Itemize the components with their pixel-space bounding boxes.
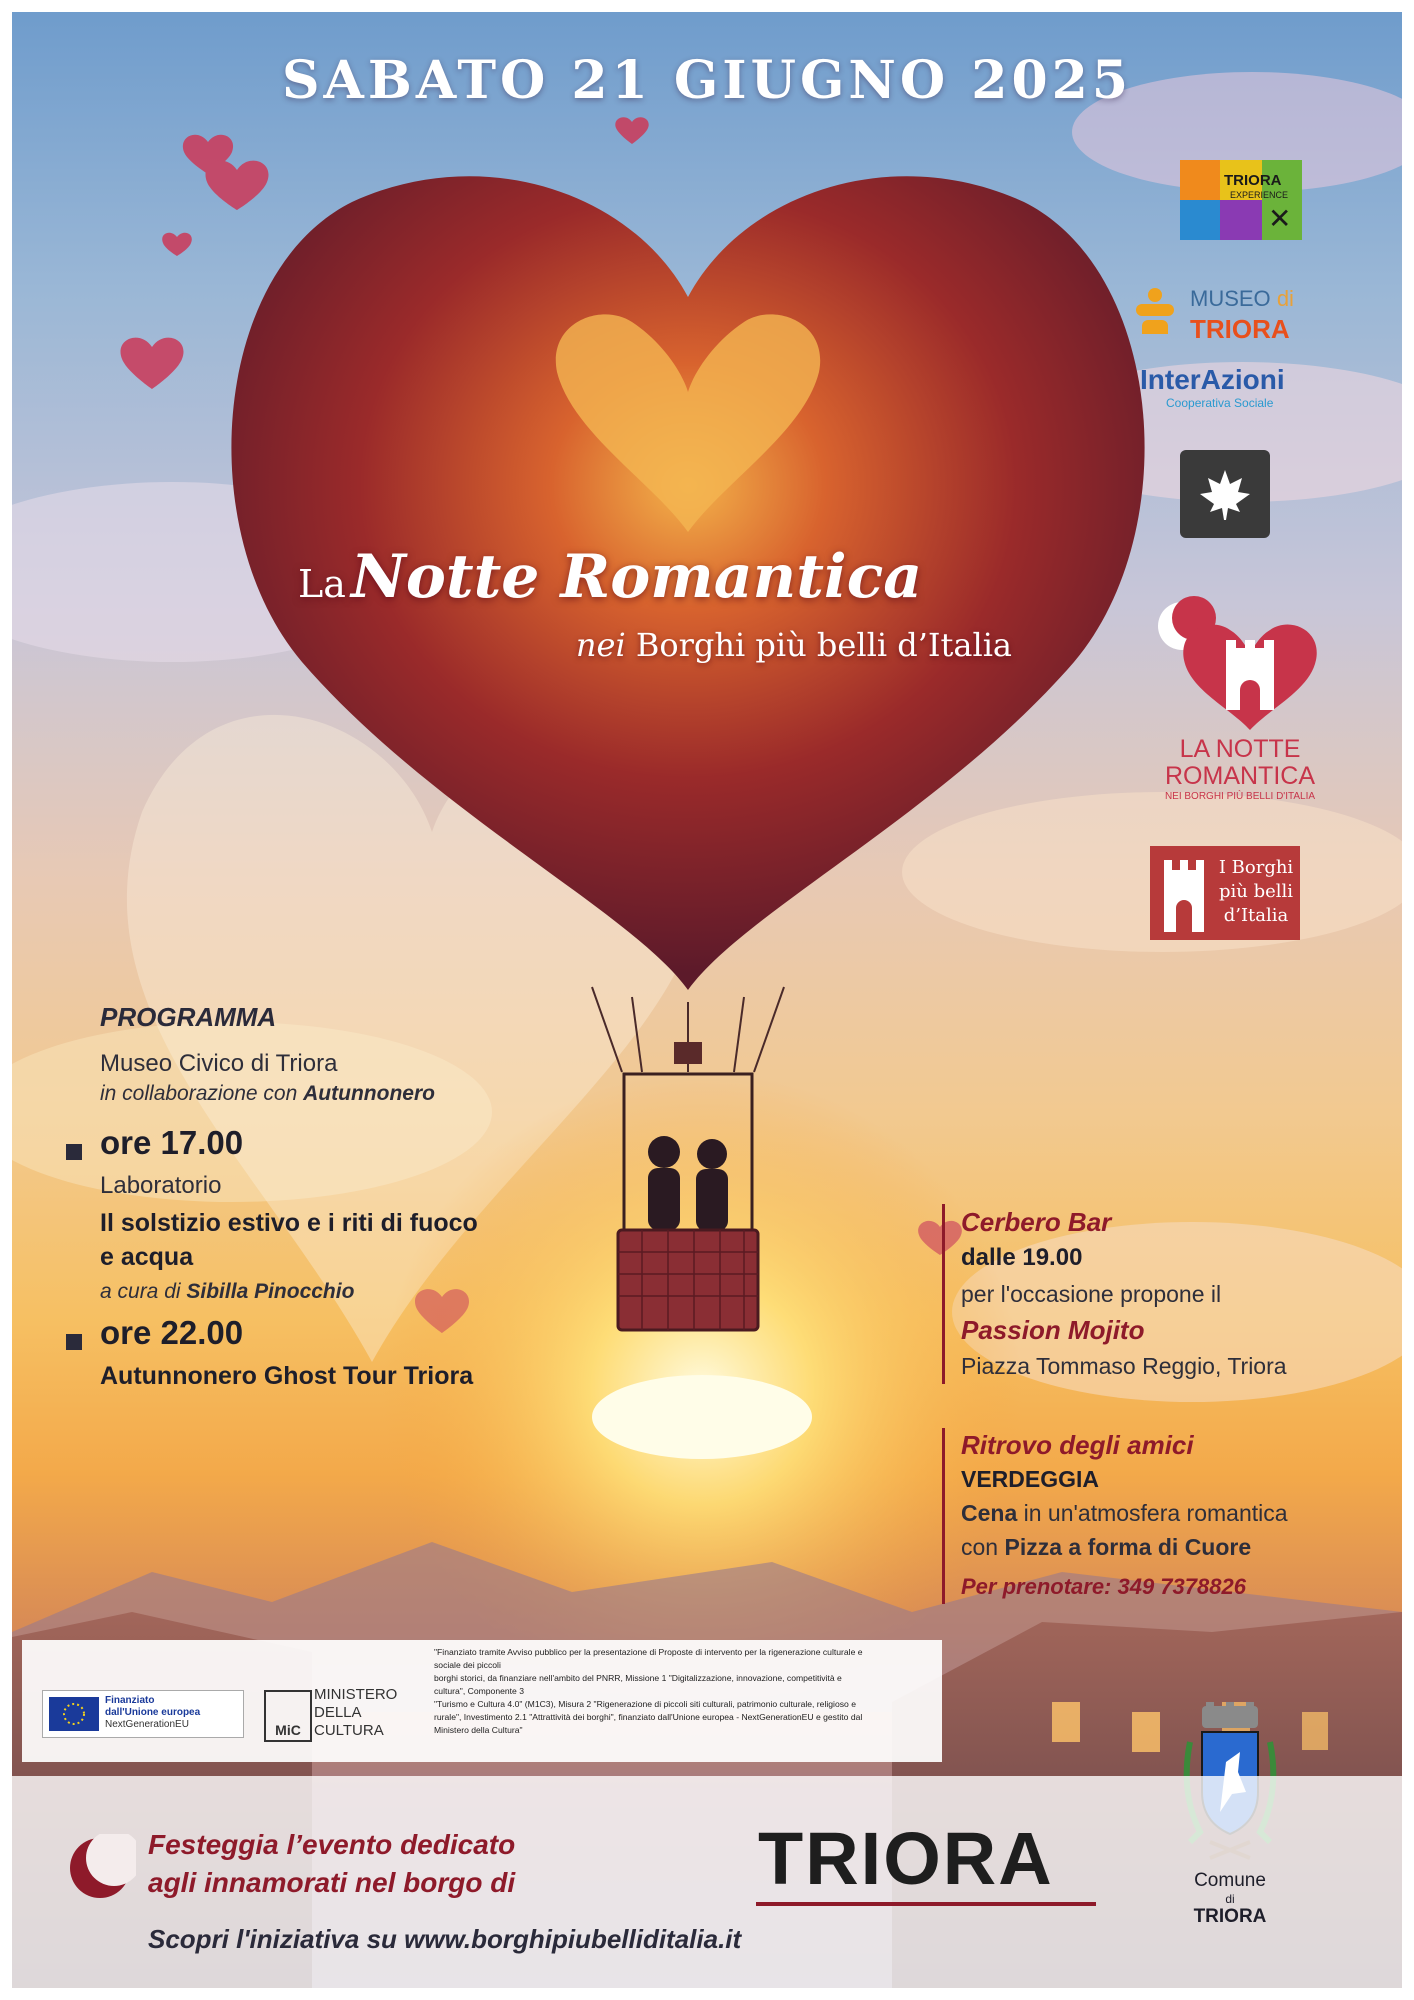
collab-name: Autunnonero (303, 1082, 435, 1105)
ritrovo-line1 (961, 1496, 1381, 1530)
castle-icon (1150, 846, 1214, 940)
notte-romantica-logo (1150, 590, 1330, 810)
footer-band (12, 1776, 1402, 1988)
ritrovo-block (942, 1428, 1381, 1604)
cerbero-bar-block (942, 1204, 1361, 1384)
event-2-title: Autunnonero Ghost Tour Triora (100, 1362, 474, 1390)
heart-castle-icon (1150, 590, 1330, 740)
title-la: La (298, 562, 346, 606)
funding-note-line: "Turismo e Cultura 4.0" (M1C3), Misura 2 "Rigenerazione di piccoli siti culturali, patrimonio culturale, religioso e (434, 1699, 856, 1709)
event-2-time: ore 22.00 (100, 1314, 244, 1351)
ritrovo-booking: Per prenotare: 349 7378826 (961, 1574, 1246, 1599)
interazioni-sub: Cooperativa Sociale (1166, 396, 1274, 410)
footer-tagline (148, 1826, 515, 1902)
funding-note (434, 1646, 934, 1737)
event-1-curator (100, 1280, 354, 1304)
programma-collab (100, 1082, 435, 1106)
comune-line1: Comune (1194, 1870, 1266, 1891)
museo-triora-logo (1132, 280, 1332, 346)
event-1-title (100, 1206, 478, 1274)
ritrovo-name: Ritrovo degli amici (961, 1430, 1194, 1460)
event-1-title-line2: e acqua (100, 1243, 194, 1271)
funding-note-line: "Finanziato tramite Avviso pubblico per la presentazione di Proposte di intervento per la rigenerazione culturale e (434, 1647, 863, 1657)
event-title (298, 542, 1018, 612)
ritrovo-line2-prefix: con (961, 1534, 999, 1560)
eu-line2: dall'Unione europea (105, 1707, 201, 1718)
event-subtitle (372, 626, 1012, 664)
mic-line1: MINISTERO (314, 1686, 398, 1703)
tagline-line2: agli innamorati nel borgo di (148, 1867, 516, 1898)
interazioni-logo (1140, 364, 1330, 410)
museo-figure-icon (1132, 288, 1178, 334)
subtitle-nei: nei (575, 626, 626, 664)
event-1-type: Laboratorio (100, 1172, 222, 1199)
poster-frame (12, 12, 1402, 1988)
town-underline (756, 1902, 1096, 1906)
programma-heading: PROGRAMMA (100, 1002, 277, 1032)
funding-note-line: borghi storici, da finanziare nell'ambito del PNRR, Missione 1 "Digitalizzazione, innovazione, competitività e (434, 1673, 842, 1683)
footer-town: TRIORA (758, 1817, 1054, 1900)
ritrovo-cena: Cena (961, 1500, 1018, 1526)
funding-panel (22, 1640, 942, 1762)
museo-di: di (1276, 286, 1294, 311)
mic-abbr: MiC (264, 1690, 312, 1742)
triora-experience-sub: EXPERIENCE (1230, 190, 1289, 200)
notte-logo-line2: ROMANTICA (1165, 762, 1315, 790)
cerbero-drink: Passion Mojito (961, 1315, 1145, 1345)
ritrovo-line2 (961, 1530, 1381, 1564)
mic-line3: CULTURA (314, 1722, 384, 1739)
discover-prefix: Scopri l'iniziativa su (148, 1924, 397, 1954)
programma-venue: Museo Civico di Triora (100, 1050, 338, 1077)
curator-name: Sibilla Pinocchio (186, 1280, 355, 1303)
comune-line2: di (1225, 1892, 1235, 1906)
event-date: SABATO 21 GIUGNO 2025 (281, 50, 1133, 111)
funding-note-line: sociale dei piccoli (434, 1660, 501, 1670)
autunnonero-logo (1180, 450, 1270, 538)
borghi-line3: d’Italia (1223, 905, 1289, 926)
triora-experience-logo (1180, 160, 1302, 240)
close-cross-icon: ✕ (1268, 203, 1292, 234)
funding-note-line: rurale", Investimento 2.1 "Attrattività dei borghi", finanziato dall'Unione europea - NextGenerationEU e gestito dal (434, 1712, 863, 1722)
bullet-square-icon (66, 1144, 82, 1160)
eu-line1: Finanziato (105, 1695, 155, 1706)
cerbero-address: Piazza Tommaso Reggio, Triora (961, 1353, 1287, 1379)
cerbero-name: Cerbero Bar (961, 1207, 1112, 1237)
cerbero-text: per l'occasione propone il (961, 1281, 1222, 1307)
curator-prefix: a cura di (100, 1280, 181, 1303)
subtitle-rest: Borghi più belli d’Italia (635, 626, 1012, 664)
interazioni-name: InterAzioni (1140, 364, 1285, 395)
cerbero-time: dalle 19.00 (961, 1244, 1083, 1271)
collab-prefix: in collaborazione con (100, 1082, 298, 1105)
footer-discover (148, 1924, 741, 1955)
mic-logo (264, 1684, 414, 1744)
eu-line3: NextGenerationEU (105, 1719, 189, 1730)
event-1-title-line1: Il solstizio estivo e i riti di fuoco (100, 1209, 478, 1237)
mic-line2: DELLA (314, 1704, 362, 1721)
title-main: Notte Romantica (350, 542, 923, 612)
ritrovo-line1-rest: in un'atmosfera romantica (1023, 1500, 1288, 1526)
funding-note-line: cultura", Componente 3 (434, 1686, 524, 1696)
comune-label (1160, 1870, 1300, 1928)
museo-label: MUSEO (1190, 286, 1271, 311)
funding-note-line: Ministero della Cultura" (434, 1725, 523, 1735)
website-link[interactable]: www.borghipiubelliditalia.it (404, 1924, 742, 1954)
borghi-line1: I Borghi (1218, 857, 1294, 878)
borghi-line2: più belli (1218, 881, 1294, 902)
borghi-piu-belli-logo (1150, 846, 1300, 940)
bullet-square-icon (66, 1334, 82, 1350)
crescent-moon-icon (66, 1834, 136, 1904)
tagline-line1: Festeggia l’evento dedicato (148, 1829, 516, 1860)
triora-experience-name: TRIORA (1224, 172, 1282, 189)
notte-logo-line1: LA NOTTE (1179, 735, 1301, 763)
eu-flag-icon (49, 1697, 99, 1731)
notte-logo-line3: NEI BORGHI PIÙ BELLI D'ITALIA (1164, 791, 1316, 802)
maple-leaf-icon (1180, 450, 1270, 538)
event-1-time: ore 17.00 (100, 1124, 244, 1161)
museo-triora: TRIORA (1190, 314, 1290, 344)
basket (618, 1230, 758, 1330)
ritrovo-pizza: Pizza a forma di Cuore (1004, 1534, 1252, 1560)
comune-line3: TRIORA (1193, 1906, 1267, 1927)
eu-logo (42, 1690, 244, 1738)
ritrovo-place: VERDEGGIA (961, 1466, 1100, 1492)
